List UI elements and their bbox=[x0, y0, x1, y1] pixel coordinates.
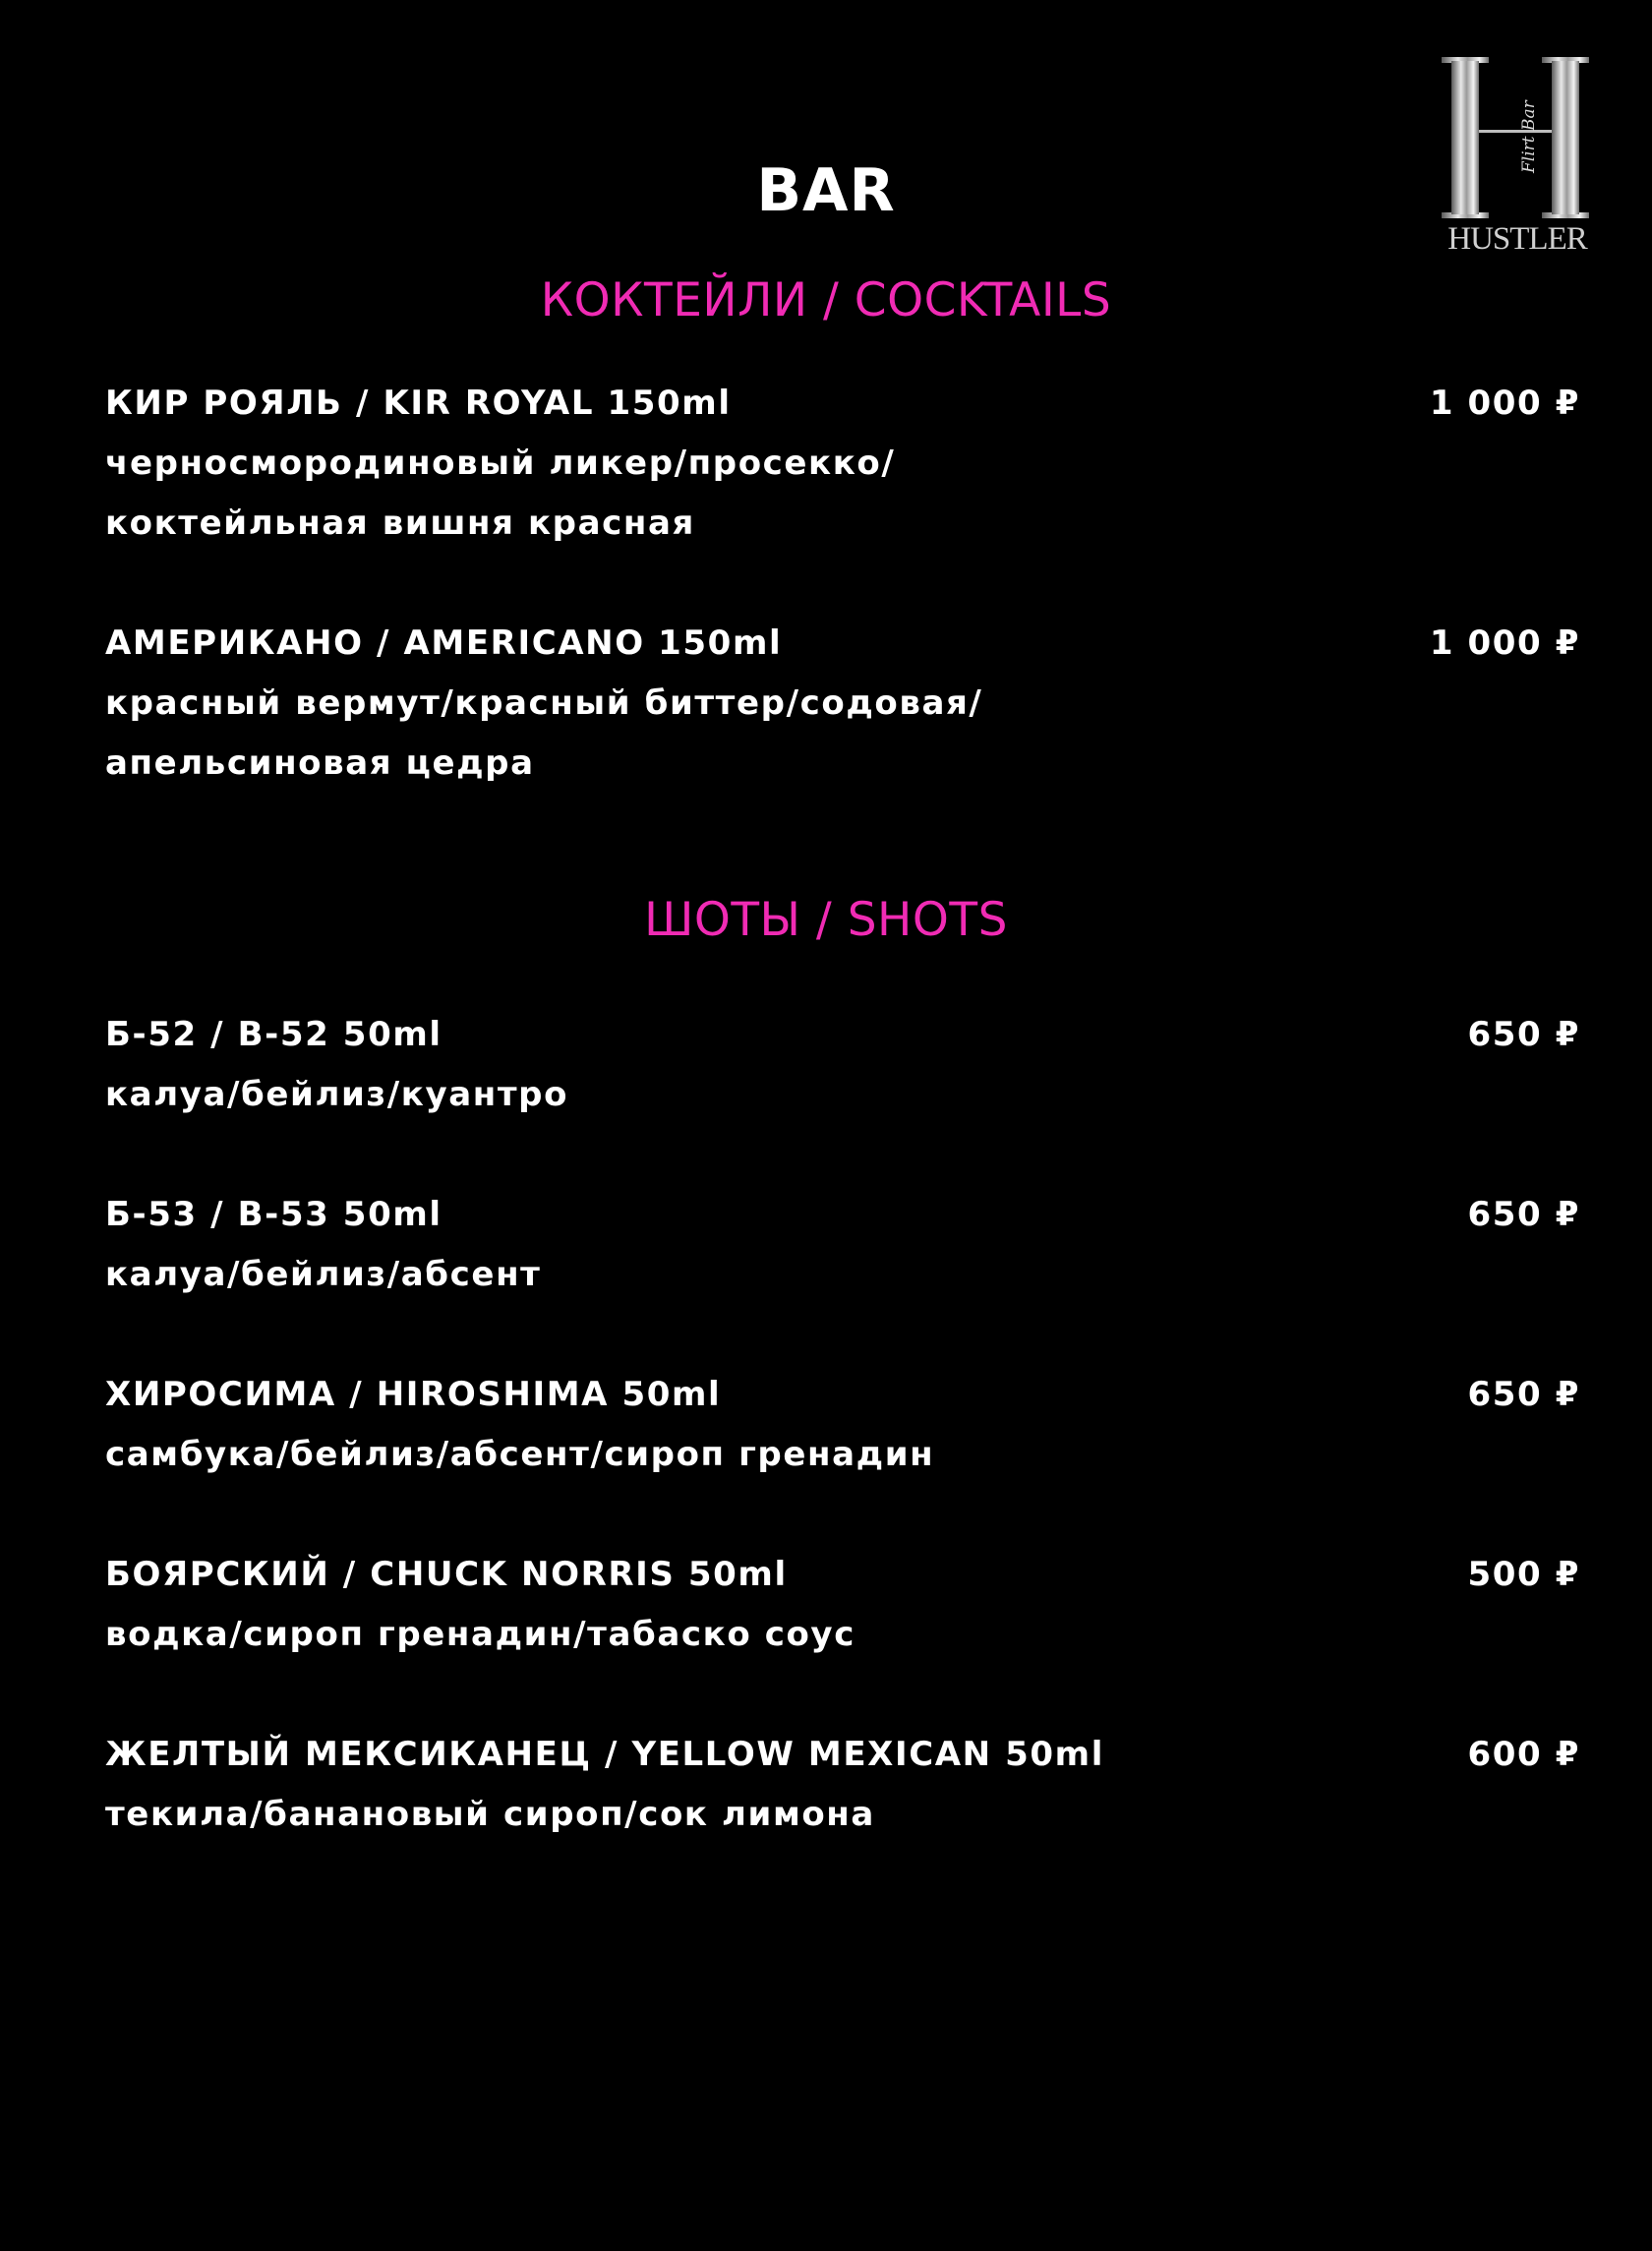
section-title-cocktails: КОКТЕЙЛИ / COCKTAILS bbox=[540, 273, 1112, 327]
svg-text:Flirt Bar: Flirt Bar bbox=[1519, 100, 1539, 173]
menu-item-yellow-mexican bbox=[105, 1725, 1580, 1845]
menu-item-name: БОЯРСКИЙ / CHUCK NORRIS 50ml bbox=[105, 1555, 788, 1594]
hustler-flirt-bar-logo bbox=[1436, 55, 1599, 256]
menu-item-hiroshima bbox=[105, 1365, 1580, 1485]
menu-item-price: 650 ₽ bbox=[1467, 1375, 1580, 1414]
menu-item-name: АМЕРИКАНО / AMERICANO 150ml bbox=[105, 623, 783, 663]
menu-item-americano bbox=[105, 614, 1580, 794]
menu-item-description: калуа/бейлиз/абсент bbox=[105, 1255, 542, 1294]
menu-item-description: текила/банановый сироп/сок лимона bbox=[105, 1795, 875, 1834]
section-title-shots: ШОТЫ / SHOTS bbox=[644, 893, 1008, 947]
menu-item-description: коктейльная вишня красная bbox=[105, 504, 695, 543]
menu-item-b52 bbox=[105, 1005, 1580, 1125]
page-title: BAR bbox=[756, 156, 896, 225]
menu-item-kir-royal bbox=[105, 374, 1580, 554]
menu-item-name: КИР РОЯЛЬ / KIR ROYAL 150ml bbox=[105, 384, 732, 423]
menu-item-chuck-norris bbox=[105, 1545, 1580, 1665]
menu-item-description: водка/сироп гренадин/табаско соус bbox=[105, 1615, 856, 1654]
menu-item-price: 650 ₽ bbox=[1467, 1195, 1580, 1234]
menu-item-name: Б-52 / B-52 50ml bbox=[105, 1015, 442, 1054]
menu-item-price: 600 ₽ bbox=[1467, 1735, 1580, 1774]
menu-item-price: 650 ₽ bbox=[1467, 1015, 1580, 1054]
menu-item-price: 1 000 ₽ bbox=[1429, 623, 1580, 663]
menu-item-name: ЖЕЛТЫЙ МЕКСИКАНЕЦ / YELLOW MEXICAN 50ml bbox=[105, 1735, 1104, 1774]
menu-item-description: красный вермут/красный биттер/содовая/ bbox=[105, 683, 983, 723]
menu-item-name: Б-53 / B-53 50ml bbox=[105, 1195, 442, 1234]
menu-item-b53 bbox=[105, 1185, 1580, 1305]
menu-item-description: самбука/бейлиз/абсент/сироп гренадин bbox=[105, 1435, 935, 1474]
menu-item-price: 500 ₽ bbox=[1467, 1555, 1580, 1594]
menu-item-description: черносмородиновый ликер/просекко/ bbox=[105, 444, 896, 483]
menu-item-price: 1 000 ₽ bbox=[1429, 384, 1580, 423]
menu-item-description: калуа/бейлиз/куантро bbox=[105, 1075, 569, 1114]
menu-item-name: ХИРОСИМА / HIROSHIMA 50ml bbox=[105, 1375, 722, 1414]
menu-item-description: апельсиновая цедра bbox=[105, 743, 535, 783]
svg-text:HUSTLER: HUSTLER bbox=[1447, 221, 1587, 256]
